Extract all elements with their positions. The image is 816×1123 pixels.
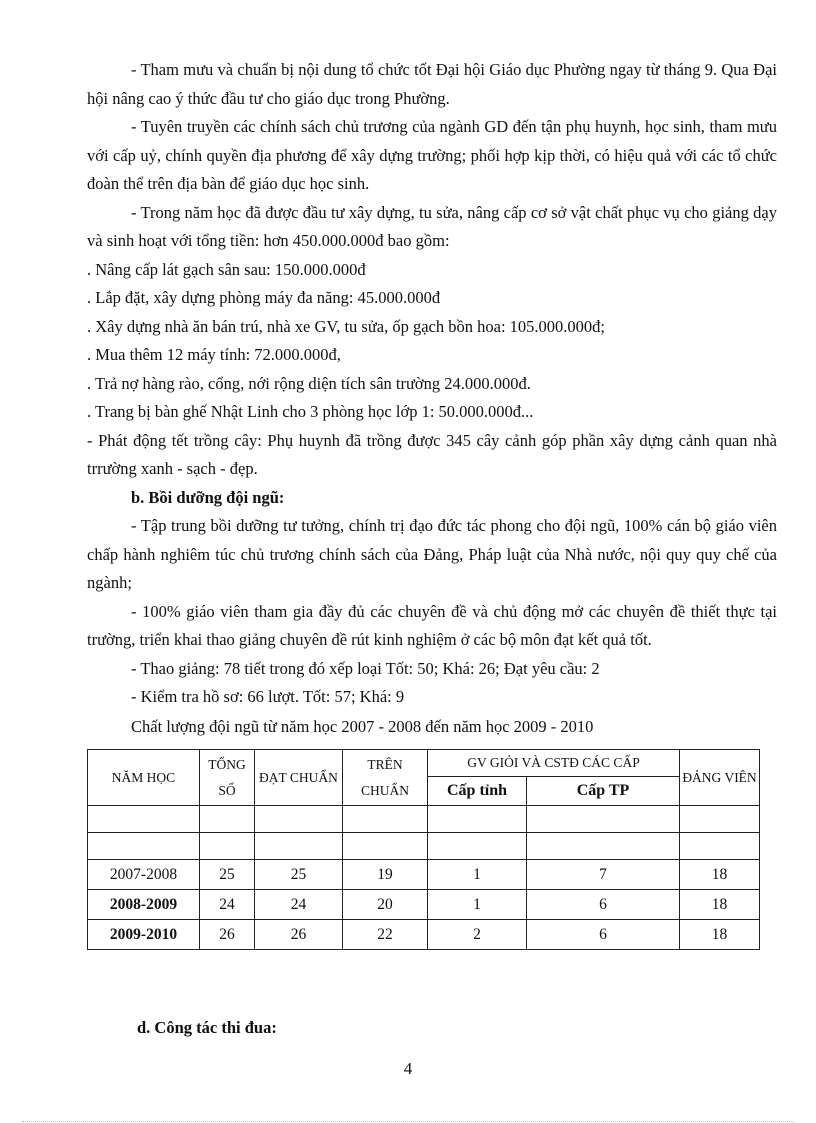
cell-year: 2009-2010 (88, 920, 200, 950)
paragraph-seminars: - 100% giáo viên tham gia đầy đủ các chuyên đề và chủ động mở các chuyên đề thiết thực tại trường, triển khai thao giảng chuyên đề rút kinh nghiệm ở các bộ môn đạt kết quả tốt. (87, 601, 777, 649)
section-d-heading: d. Công tác thi đua: (137, 1018, 277, 1037)
table-row (88, 920, 760, 950)
header-standard: ĐẠT CHUẨN (255, 750, 343, 806)
cell-year: 2007-2008 (88, 860, 200, 890)
table-row-empty (88, 806, 760, 833)
investment-item: . Lắp đặt, xây dựng phòng máy đa năng: 45.000.000đ (87, 288, 441, 307)
paragraph-teaching-demo: - Thao giảng: 78 tiết trong đó xếp loại Tốt: 50; Khá: 26; Đạt yêu cầu: 2 (131, 658, 600, 678)
table-row (88, 860, 760, 890)
page-bottom-rule (22, 1121, 794, 1122)
cell-year: 2008-2009 (88, 890, 200, 920)
table-caption: Chất lượng đội ngũ từ năm học 2007 - 2008 đến năm học 2009 - 2010 (131, 716, 594, 736)
header-province-level: Cấp tỉnh (428, 777, 527, 806)
cell-party: 18 (680, 860, 760, 890)
paragraph-tree-planting: - Phát động tết trồng cây: Phụ huynh đã trồng được 345 cây cảnh góp phần xây dựng cảnh quan nhà trrường xanh - sạch - đẹp. (87, 430, 777, 478)
investment-item: . Mua thêm 12 máy tính: 72.000.000đ, (87, 345, 341, 364)
cell-above: 19 (343, 860, 428, 890)
cell-province: 1 (428, 860, 527, 890)
cell-province: 1 (428, 890, 527, 920)
cell-province: 2 (428, 920, 527, 950)
cell-total: 24 (200, 890, 255, 920)
table-row-empty (88, 833, 760, 860)
header-total: TỔNG SỐ (200, 750, 255, 806)
cell-party: 18 (680, 920, 760, 950)
staff-quality-table (87, 749, 760, 950)
paragraph-congress: - Tham mưu và chuẩn bị nội dung tổ chức tốt Đại hội Giáo dục Phường ngay từ tháng 9. Qua Đại hội nâng cao ý thức đầu tư cho giáo dục trong Phường. (87, 60, 777, 108)
investment-item: . Xây dựng nhà ăn bán trú, nhà xe GV, tu sửa, ốp gạch bồn hoa: 105.000.000đ; (87, 316, 605, 336)
cell-standard: 26 (255, 920, 343, 950)
investment-list (87, 256, 777, 427)
cell-total: 26 (200, 920, 255, 950)
header-party-members: ĐẢNG VIÊN (680, 750, 760, 806)
cell-above: 20 (343, 890, 428, 920)
paragraph-propaganda: - Tuyên truyền các chính sách chủ trương của ngành GD đến tận phụ huynh, học sinh, tham mưu với cấp uỷ, chính quyền địa phương để xây dựng trường; phối hợp kịp thời, có hiệu quả với các tổ chức đoàn thể trên địa bàn để giáo dục học sinh. (87, 117, 777, 193)
cell-party: 18 (680, 890, 760, 920)
header-year: NĂM HỌC (88, 750, 200, 806)
page-number: 4 (403, 1059, 413, 1078)
investment-item: . Nâng cấp lát gạch sân sau: 150.000.000đ (87, 259, 366, 279)
cell-standard: 24 (255, 890, 343, 920)
cell-city: 6 (527, 920, 680, 950)
cell-standard: 25 (255, 860, 343, 890)
cell-city: 6 (527, 890, 680, 920)
header-above-standard: TRÊN CHUẨN (343, 750, 428, 806)
table-row (88, 890, 760, 920)
paragraph-ideology: - Tập trung bồi dưỡng tư tưởng, chính trị đạo đức tác phong cho đội ngũ, 100% cán bộ giáo viên chấp hành nghiêm túc chủ trương chính sách của Đảng, Pháp luật của Nhà nước, nội quy quy chế của ngành; (87, 516, 777, 592)
paragraph-record-check: - Kiểm tra hồ sơ: 66 lượt. Tốt: 57; Khá: 9 (131, 687, 405, 706)
investment-item: . Trang bị bàn ghế Nhật Linh cho 3 phòng học lớp 1: 50.000.000đ... (87, 402, 534, 421)
header-city-level: Cấp TP (527, 777, 680, 806)
paragraph-investment: - Trong năm học đã được đầu tư xây dựng, tu sửa, nâng cấp cơ sở vật chất phục vụ cho giảng dạy và sinh hoạt với tổng tiền: hơn 450.000.000đ bao gồm: (87, 202, 777, 250)
page-body (87, 56, 777, 950)
investment-item: . Trả nợ hàng rào, cổng, nới rộng diện tích sân trường 24.000.000đ. (87, 373, 531, 393)
cell-total: 25 (200, 860, 255, 890)
section-b-heading: b. Bồi dưỡng đội ngũ: (131, 487, 285, 507)
cell-city: 7 (527, 860, 680, 890)
cell-above: 22 (343, 920, 428, 950)
header-excellent-teachers: GV GIỎI VÀ CSTĐ CÁC CẤP (428, 750, 680, 777)
